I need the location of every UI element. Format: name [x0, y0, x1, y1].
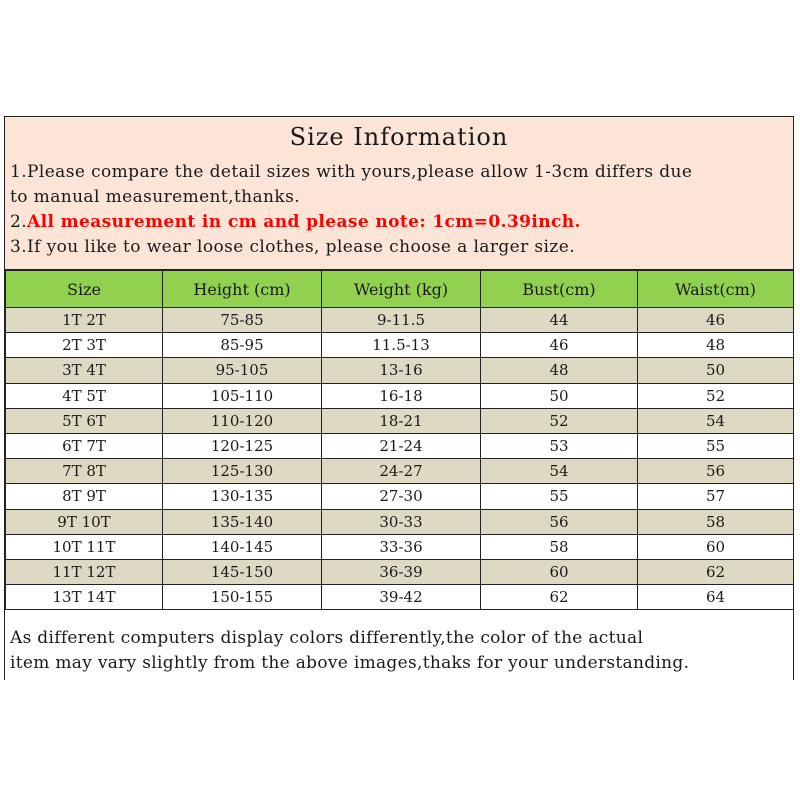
table-row	[6, 534, 794, 559]
cell-bust: 60	[481, 559, 638, 584]
cell-waist: 62	[638, 559, 794, 584]
cell-bust: 44	[481, 308, 638, 333]
cell-size: 4T 5T	[6, 383, 163, 408]
table-row	[6, 559, 794, 584]
cell-height: 150-155	[163, 585, 322, 610]
cell-weight: 16-18	[322, 383, 481, 408]
cell-bust: 58	[481, 534, 638, 559]
note-2	[10, 210, 793, 235]
cell-weight: 18-21	[322, 408, 481, 433]
cell-size: 11T 12T	[6, 559, 163, 584]
cell-bust: 53	[481, 433, 638, 458]
table-row	[6, 308, 794, 333]
cell-waist: 57	[638, 484, 794, 509]
cell-waist: 64	[638, 585, 794, 610]
table-row	[6, 459, 794, 484]
cell-size: 6T 7T	[6, 433, 163, 458]
cell-size: 5T 6T	[6, 408, 163, 433]
footer-disclaimer	[5, 622, 793, 680]
cell-height: 130-135	[163, 484, 322, 509]
cell-weight: 27-30	[322, 484, 481, 509]
cell-height: 140-145	[163, 534, 322, 559]
cell-height: 75-85	[163, 308, 322, 333]
cell-size: 1T 2T	[6, 308, 163, 333]
cell-weight: 9-11.5	[322, 308, 481, 333]
table-row	[6, 333, 794, 358]
header-waist: Waist(cm)	[638, 271, 794, 308]
table-header-row	[6, 271, 794, 308]
note-2-highlight: All measurement in cm and please note: 1cm=0.39inch.	[27, 212, 581, 232]
header-size: Size	[6, 271, 163, 308]
note-2-number: 2.	[10, 212, 28, 232]
table-row	[6, 408, 794, 433]
cell-height: 95-105	[163, 358, 322, 383]
cell-weight: 36-39	[322, 559, 481, 584]
header-weight: Weight (kg)	[322, 271, 481, 308]
table-row	[6, 509, 794, 534]
table-row	[6, 585, 794, 610]
table-row	[6, 484, 794, 509]
cell-bust: 46	[481, 333, 638, 358]
cell-size: 2T 3T	[6, 333, 163, 358]
cell-weight: 39-42	[322, 585, 481, 610]
table-row	[6, 383, 794, 408]
cell-bust: 54	[481, 459, 638, 484]
cell-bust: 52	[481, 408, 638, 433]
header-height: Height (cm)	[163, 271, 322, 308]
footer-line-2: item may vary slightly from the above images,thaks for your understanding.	[10, 653, 690, 673]
table-row	[6, 433, 794, 458]
size-chart	[4, 116, 794, 680]
cell-height: 125-130	[163, 459, 322, 484]
note-3: 3.If you like to wear loose clothes, please choose a larger size.	[10, 237, 575, 257]
cell-height: 120-125	[163, 433, 322, 458]
cell-height: 110-120	[163, 408, 322, 433]
cell-size: 13T 14T	[6, 585, 163, 610]
cell-size: 7T 8T	[6, 459, 163, 484]
cell-waist: 56	[638, 459, 794, 484]
size-table	[5, 270, 794, 610]
cell-bust: 48	[481, 358, 638, 383]
table-row	[6, 358, 794, 383]
cell-height: 85-95	[163, 333, 322, 358]
cell-weight: 13-16	[322, 358, 481, 383]
cell-waist: 46	[638, 308, 794, 333]
cell-weight: 30-33	[322, 509, 481, 534]
cell-bust: 62	[481, 585, 638, 610]
cell-height: 145-150	[163, 559, 322, 584]
cell-waist: 55	[638, 433, 794, 458]
cell-waist: 52	[638, 383, 794, 408]
cell-weight: 24-27	[322, 459, 481, 484]
footer-line-1: As different computers display colors differently,the color of the actual	[10, 628, 644, 648]
notes-section	[5, 157, 793, 270]
chart-title: Size Information	[5, 117, 793, 158]
cell-size: 10T 11T	[6, 534, 163, 559]
header-bust: Bust(cm)	[481, 271, 638, 308]
cell-size: 3T 4T	[6, 358, 163, 383]
cell-weight: 33-36	[322, 534, 481, 559]
note-1a: 1.Please compare the detail sizes with yours,please allow 1-3cm differs due	[10, 162, 693, 182]
table-body	[6, 308, 794, 610]
cell-waist: 58	[638, 509, 794, 534]
cell-bust: 50	[481, 383, 638, 408]
cell-height: 135-140	[163, 509, 322, 534]
cell-waist: 54	[638, 408, 794, 433]
cell-bust: 56	[481, 509, 638, 534]
cell-height: 105-110	[163, 383, 322, 408]
cell-weight: 21-24	[322, 433, 481, 458]
cell-weight: 11.5-13	[322, 333, 481, 358]
cell-waist: 60	[638, 534, 794, 559]
cell-bust: 55	[481, 484, 638, 509]
cell-size: 8T 9T	[6, 484, 163, 509]
note-1b: to manual measurement,thanks.	[10, 187, 301, 207]
cell-size: 9T 10T	[6, 509, 163, 534]
cell-waist: 50	[638, 358, 794, 383]
cell-waist: 48	[638, 333, 794, 358]
